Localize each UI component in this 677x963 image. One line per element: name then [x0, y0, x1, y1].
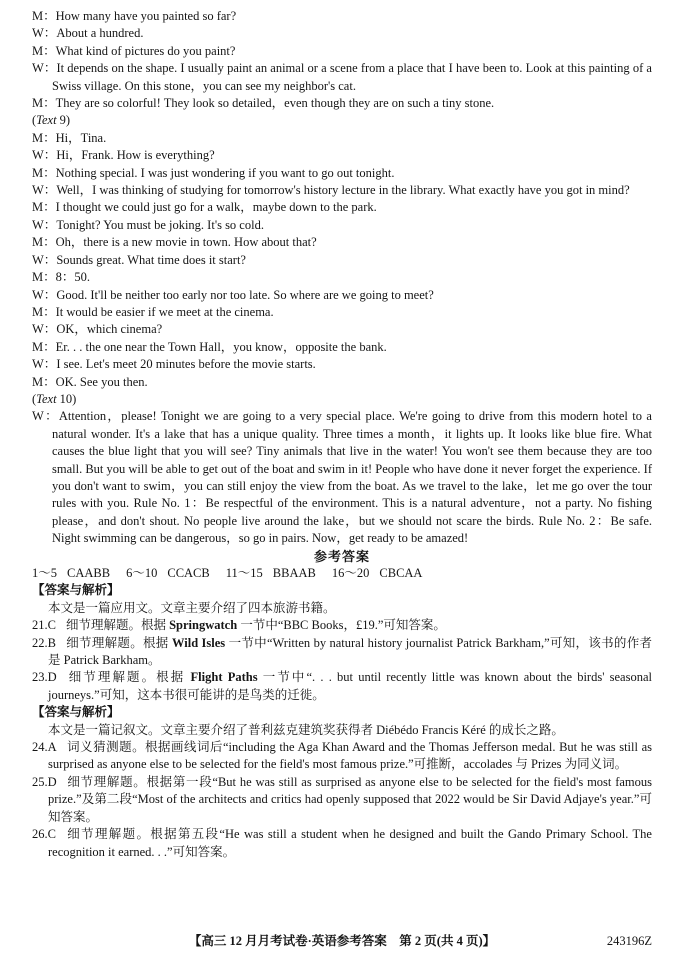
text-10-monologue — [32, 391, 652, 548]
utterance: It depends on the shape. I usually paint an animal or a scene from a place that I have been to. Look at this painting of a Swiss village. On this stone，you can see my neighbor's cat. — [52, 61, 652, 93]
explanation-text: 一节中“. . . but until recently little was known about the birds' seasonal journeys.”可知，这本书很可能讲的是鸟类的迁徙。 — [48, 670, 652, 702]
explanation-text: 细节理解题。根据第五段“He was still a student when he designed and built the Gando Primary School. The recognition it earned. . .”可知答案。 — [48, 827, 652, 859]
dialogue-line — [32, 217, 652, 234]
speaker: M： — [32, 96, 56, 111]
section-name: Flight Paths — [190, 670, 258, 685]
dialogue-line — [32, 25, 652, 42]
speaker: W： — [32, 357, 57, 372]
answer-key-title: 参考答案 — [313, 548, 370, 564]
footer-title: 【高三 12 月月考试卷·英语参考答案 第 2 页(共 4 页)】 — [188, 934, 496, 948]
dialogue-line — [32, 408, 652, 547]
dialogue-line — [32, 252, 652, 269]
question-range: 1～5 — [32, 566, 58, 580]
question-number: 24.A — [32, 740, 57, 755]
speaker: W： — [32, 409, 59, 424]
question-number: 26.C — [32, 827, 56, 842]
utterance: Oh，there is a new movie in town. How about that? — [55, 235, 317, 250]
speaker: M： — [32, 200, 56, 215]
utterance: 8：50. — [55, 270, 91, 285]
dialogue-line — [32, 147, 652, 164]
answer-letters: CAABB — [67, 566, 111, 580]
answer-explanation-23 — [32, 669, 652, 704]
utterance: Attention，please! Tonight we are going to a very special place. We're going to drive from this modern hotel to a natural wonder. It's a lake that has a unique quality. Three times a month，it lights up. It looks like blue fire. What causes the blue light that you will see? Tiny animals that live in the water! You won't see them because they are too small. But you will be able to get out of the boat and swim in it! People who have done it never forget the experience. If you don't want to swim，you can still enjoy the view from the boat. As we travel to the lake，let me go over the tour rules with you. Rule No. 1：Be respectful of the environment. This is a natural adventure，not a party. No fishing please，and don't shout. No people live around the lake，but we should not scare the birds. Rule No. 2：Be safe. Night swimming can be dangerous，so go in pairs. Now，get ready to be amazed! — [52, 409, 652, 546]
dialogue-line — [32, 321, 652, 338]
speaker: W： — [32, 322, 57, 337]
answer-letters: CBCAA — [379, 566, 423, 580]
dialogue-line — [32, 8, 652, 25]
utterance: Hi，Tina. — [55, 130, 107, 145]
label-open: ( — [32, 391, 37, 406]
label-open: ( — [32, 113, 37, 128]
question-number: 23.D — [32, 670, 57, 685]
speaker: M： — [32, 235, 56, 250]
answer-explanation-22 — [32, 635, 652, 670]
page-footer — [32, 932, 652, 950]
answer-group — [32, 566, 110, 580]
label-close: 10) — [56, 391, 77, 406]
dialogue-line — [32, 199, 652, 216]
label-name: Text — [36, 113, 57, 128]
dialogue-line — [32, 339, 652, 356]
dialogue-line — [32, 304, 652, 321]
answer-explanation-25 — [32, 774, 652, 826]
dialogue-line — [32, 130, 652, 147]
question-range: 6～10 — [126, 566, 158, 580]
speaker: W： — [32, 148, 57, 163]
dialogue-line — [32, 95, 652, 112]
utterance: I see. Let's meet 20 minutes before the movie starts. — [56, 357, 316, 372]
question-number: 25.D — [32, 774, 57, 789]
text-9-dialogue — [32, 112, 652, 391]
speaker: M： — [32, 165, 56, 180]
utterance: What kind of pictures do you paint? — [55, 43, 236, 58]
question-range: 11～15 — [225, 566, 263, 580]
dialogue-line — [32, 182, 652, 199]
utterance: Hi，Frank. How is everything? — [56, 148, 215, 163]
explanation-text: 一节中“BBC Books，£19.”可知答案。 — [237, 618, 446, 633]
document-code: 243196Z — [606, 934, 652, 948]
explanation-text: 细节理解题。根据第一段“But he was still as surprised as anyone else to be selected for the field's most famous prize.”及第二段“Most of the architects and critics had openly supposed that 2022 would be Sir David Adjaye's year.”可知答案。 — [48, 774, 652, 824]
passage-summary: 本文是一篇记叙文。文章主要介绍了普利兹克建筑奖获得者 Diébédo Francis Kéré 的成长之路。 — [48, 722, 564, 737]
answer-group — [126, 566, 210, 580]
utterance: Tonight? You must be joking. It's so cold. — [56, 217, 264, 232]
label-close: 9) — [56, 113, 71, 128]
utterance: Nothing special. I was just wondering if you want to go out tonight. — [55, 165, 395, 180]
passage-summary: 本文是一篇应用文。文章主要介绍了四本旅游书籍。 — [48, 600, 336, 615]
speaker: W： — [32, 26, 57, 41]
dialogue-line — [32, 234, 652, 251]
utterance: It would be easier if we meet at the cinema. — [55, 304, 274, 319]
explanation-text: 一节中“Written by natural history journalist Patrick Barkham,”可知，该书的作者是 Patrick Barkham。 — [48, 635, 652, 668]
label-name: Text — [36, 391, 57, 406]
utterance: How many have you painted so far? — [55, 9, 237, 23]
dialogue-line — [32, 356, 652, 373]
dialogue-line — [32, 43, 652, 60]
speaker: W： — [32, 287, 57, 302]
explanation-text: 细节理解题。根据 — [65, 635, 172, 650]
utterance: Good. It'll be neither too early nor too late. So where are we going to meet? — [56, 287, 434, 302]
answer-letters: BBAAB — [272, 566, 316, 580]
utterance: I thought we could just go for a walk，maybe down to the park. — [55, 200, 377, 215]
answer-explanation-24 — [32, 739, 652, 774]
speaker: M： — [32, 339, 56, 354]
answer-summary — [32, 565, 652, 582]
dialogue-line — [32, 165, 652, 182]
analysis-heading: 【答案与解析】 — [32, 705, 120, 720]
speaker: M： — [32, 304, 56, 319]
utterance: Sounds great. What time does it start? — [56, 252, 246, 267]
answer-letters: CCACB — [167, 566, 210, 580]
analysis-heading: 【答案与解析】 — [32, 583, 120, 598]
answer-explanation-21 — [32, 617, 652, 634]
dialogue-line — [32, 374, 652, 391]
dialogue-line — [32, 287, 652, 304]
utterance: They are so colorful! They look so detailed，even though they are on such a tiny stone. — [55, 96, 495, 111]
dialogue-line — [32, 60, 652, 95]
explanation-text: 细节理解题。根据 — [65, 618, 170, 633]
section-name: Springwatch — [169, 618, 238, 633]
explanation-text: 词义猜测题。根据画线词后“including the Aga Khan Award and the Thomas Jefferson medal. But he was still as surprised as anyone else to be selected for the field's most famous prize.”可推断，accolades 与 Prizes 为同义词。 — [48, 740, 652, 772]
speaker: M： — [32, 374, 56, 389]
analysis-section-2 — [32, 704, 652, 861]
section-name: Wild Isles — [171, 635, 226, 650]
text-8-dialogue-end — [32, 8, 652, 112]
answer-group — [332, 566, 423, 580]
speaker: M： — [32, 130, 56, 145]
speaker: M： — [32, 270, 56, 285]
speaker: W： — [32, 183, 57, 198]
question-range: 16～20 — [331, 566, 370, 580]
text-10-label — [32, 391, 652, 408]
utterance: Er. . . the one near the Town Hall，you know，opposite the bank. — [55, 339, 387, 354]
speaker: W： — [32, 217, 57, 232]
analysis-section-1 — [32, 582, 652, 704]
speaker: M： — [32, 9, 56, 23]
utterance: OK. See you then. — [55, 374, 148, 389]
speaker: W： — [32, 252, 57, 267]
text-9-label — [32, 112, 652, 129]
utterance: OK，which cinema? — [56, 322, 163, 337]
answer-group — [226, 566, 316, 580]
answer-explanation-26 — [32, 826, 652, 861]
speaker: M： — [32, 43, 56, 58]
speaker: W： — [32, 61, 57, 76]
dialogue-line — [32, 269, 652, 286]
utterance: Well，I was thinking of studying for tomorrow's history lecture in the library. What exactly have you got in mind? — [56, 183, 630, 198]
question-number: 22.B — [32, 635, 56, 650]
explanation-text: 细节理解题。根据 — [66, 670, 191, 685]
answer-key — [32, 548, 652, 583]
question-number: 21.C — [32, 618, 56, 633]
utterance: About a hundred. — [56, 26, 144, 41]
